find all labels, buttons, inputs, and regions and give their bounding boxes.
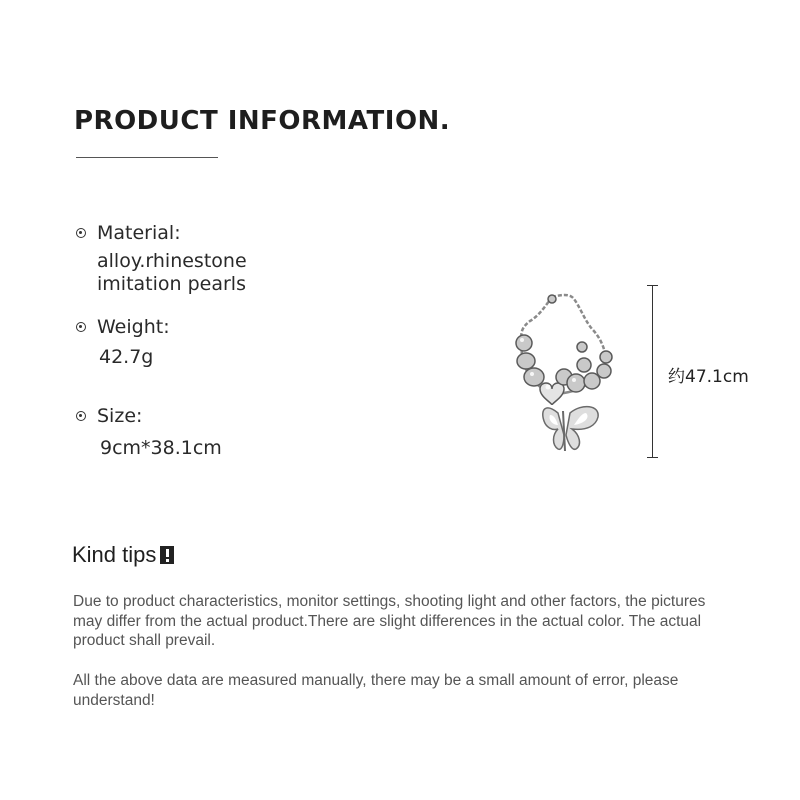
spec-value-material-1: alloy.rhinestone <box>97 250 247 272</box>
spec-material <box>76 222 247 296</box>
page-title: PRODUCT INFORMATION. <box>74 106 451 136</box>
length-measure-label: 约47.1cm <box>668 367 749 387</box>
spec-label-weight: Weight: <box>97 316 170 338</box>
kind-tips-label: Kind tips <box>72 542 157 567</box>
bullet-icon <box>76 322 86 332</box>
spec-weight <box>76 316 170 369</box>
tips-paragraph-2: All the above data are measured manually, there may be a small amount of error, please understand! <box>73 672 679 709</box>
bullet-icon <box>76 411 86 421</box>
kind-tips-heading <box>72 542 174 568</box>
spec-label-material: Material: <box>97 222 181 244</box>
spec-size <box>76 405 222 460</box>
bullet-icon <box>76 228 86 238</box>
spec-value-size: 9cm*38.1cm <box>100 437 222 459</box>
spec-value-weight: 42.7g <box>99 346 154 368</box>
exclamation-icon <box>160 546 174 564</box>
length-measure-cap-top <box>647 285 658 286</box>
tips-paragraph-1: Due to product characteristics, monitor settings, shooting light and other factors, the pictures may differ from the actual product.There are slight differences in the actual color. The actual product shall prevail. <box>73 593 706 649</box>
necklace-image <box>500 285 630 460</box>
title-underline <box>76 157 218 158</box>
length-measure-line <box>652 285 653 457</box>
spec-label-size: Size: <box>97 405 143 427</box>
length-measure-cap-bottom <box>647 457 658 458</box>
spec-value-material-2: imitation pearls <box>97 273 246 295</box>
